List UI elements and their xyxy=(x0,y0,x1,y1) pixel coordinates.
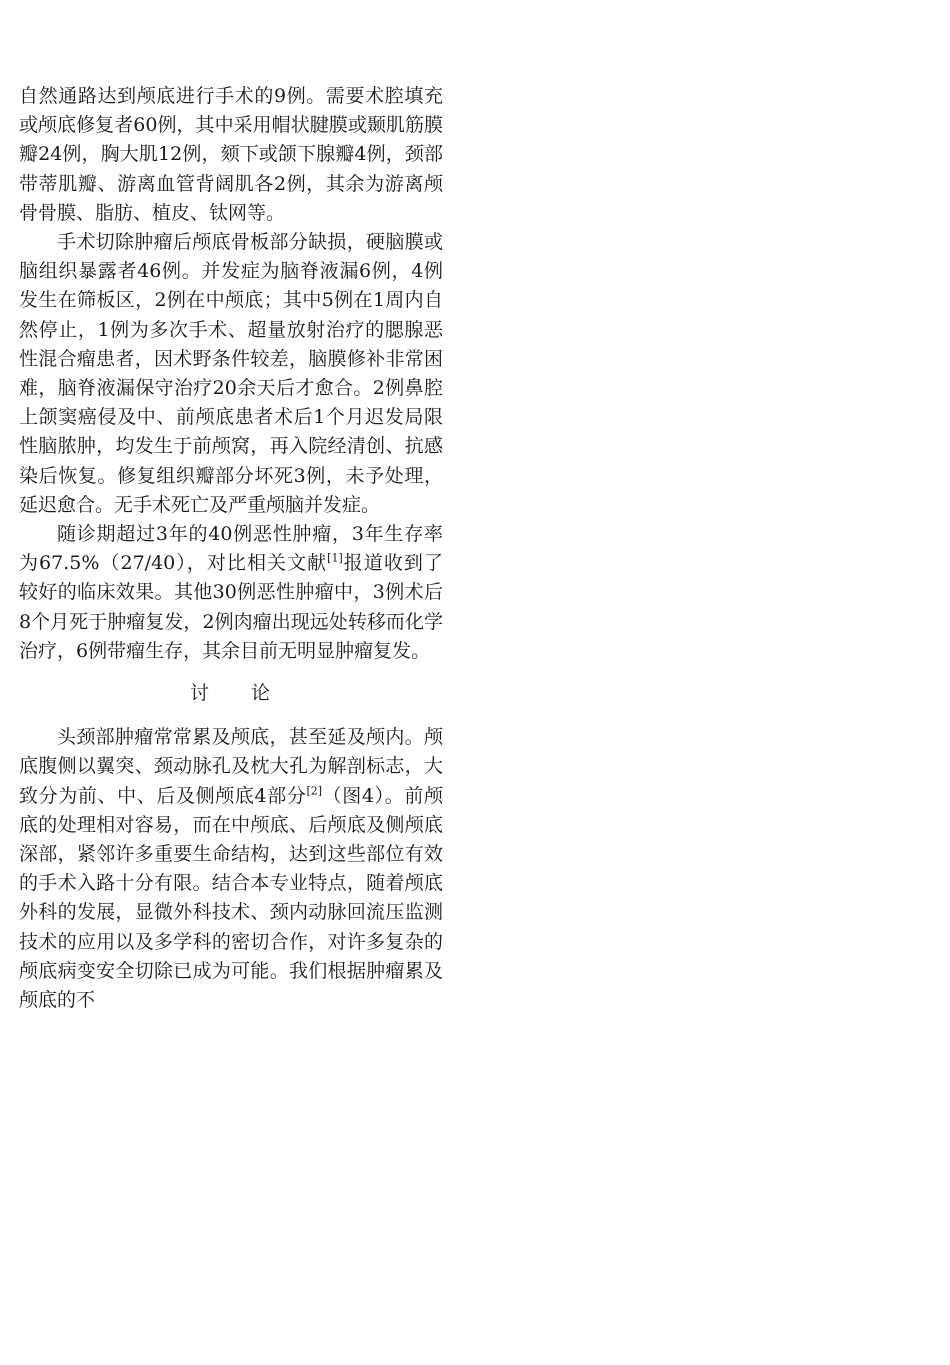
paragraph-discussion-text-a: 头颈部肿瘤常常累及颅底，甚至延及颅内。颅底腹侧以翼突、颈动脉孔及枕大孔为解剖标志，大致分为前、中、后及侧颅底4部分 xyxy=(19,726,443,807)
heading-char-1: 讨 xyxy=(189,682,211,705)
paragraph-survival-text-a: 随诊期超过3年的40例恶性肿瘤，3年生存率为67.5%（27/40），对比相关文献 xyxy=(19,523,443,575)
section-heading-discussion xyxy=(19,679,443,708)
paragraph-surgical-approach: 自然通路达到颅底进行手术的9例。需要术腔填充或颅底修复者60例，其中采用帽状腱膜或颞肌筋膜瓣24例，胸大肌12例，颏下或颌下腺瓣4例，颈部带蒂肌瓣、游离血管背阔肌各2例，其余为游离颅骨骨膜、脂肪、植皮、钛网等。 xyxy=(19,85,443,224)
text-column xyxy=(19,82,443,1015)
paragraph-survival xyxy=(19,520,443,666)
heading-char-2: 论 xyxy=(251,682,273,705)
citation-ref-2: [2] xyxy=(306,784,323,798)
paragraph-complications: 手术切除肿瘤后颅底骨板部分缺损，硬脑膜或脑组织暴露者46例。并发症为脑脊液漏6例，4例发生在筛板区，2例在中颅底；其中5例在1周内自然停止，1例为多次手术、超量放射治疗的腮腺恶性混合瘤患者，因术野条件较差，脑膜修补非常困难，脑脊液漏保守治疗20余天后才愈合。2例鼻腔上颌窦癌侵及中、前颅底患者术后1个月迟发局限性脑脓肿，均发生于前颅窝，再入院经清创、抗感染后恢复。修复组织瓣部分坏死3例，未予处理，延迟愈合。无手术死亡及严重颅脑并发症。 xyxy=(19,231,443,516)
paragraph-survival-text-b: 报道收到了较好的临床效果。其他30例恶性肿瘤中，3例术后8个月死于肿瘤复发，2例肉瘤出现远处转移而化学治疗，6例带瘤生存，其余目前无明显肿瘤复发。 xyxy=(19,552,443,662)
citation-ref-1: [1] xyxy=(327,551,343,565)
paragraph-discussion-text-b: （图4）。前颅底的处理相对容易，而在中颅底、后颅底及侧颅底深部，紧邻许多重要生命结构，达到这些部位有效的手术入路十分有限。结合本专业特点，随着颅底外科的发展，显微外科技术、颈内动脉回流压监测技术的应用以及多学科的密切合作，对许多复杂的颅底病变安全切除已成为可能。我们根据肿瘤累及颅底的不 xyxy=(19,784,444,1012)
paragraph-discussion xyxy=(19,723,443,1015)
